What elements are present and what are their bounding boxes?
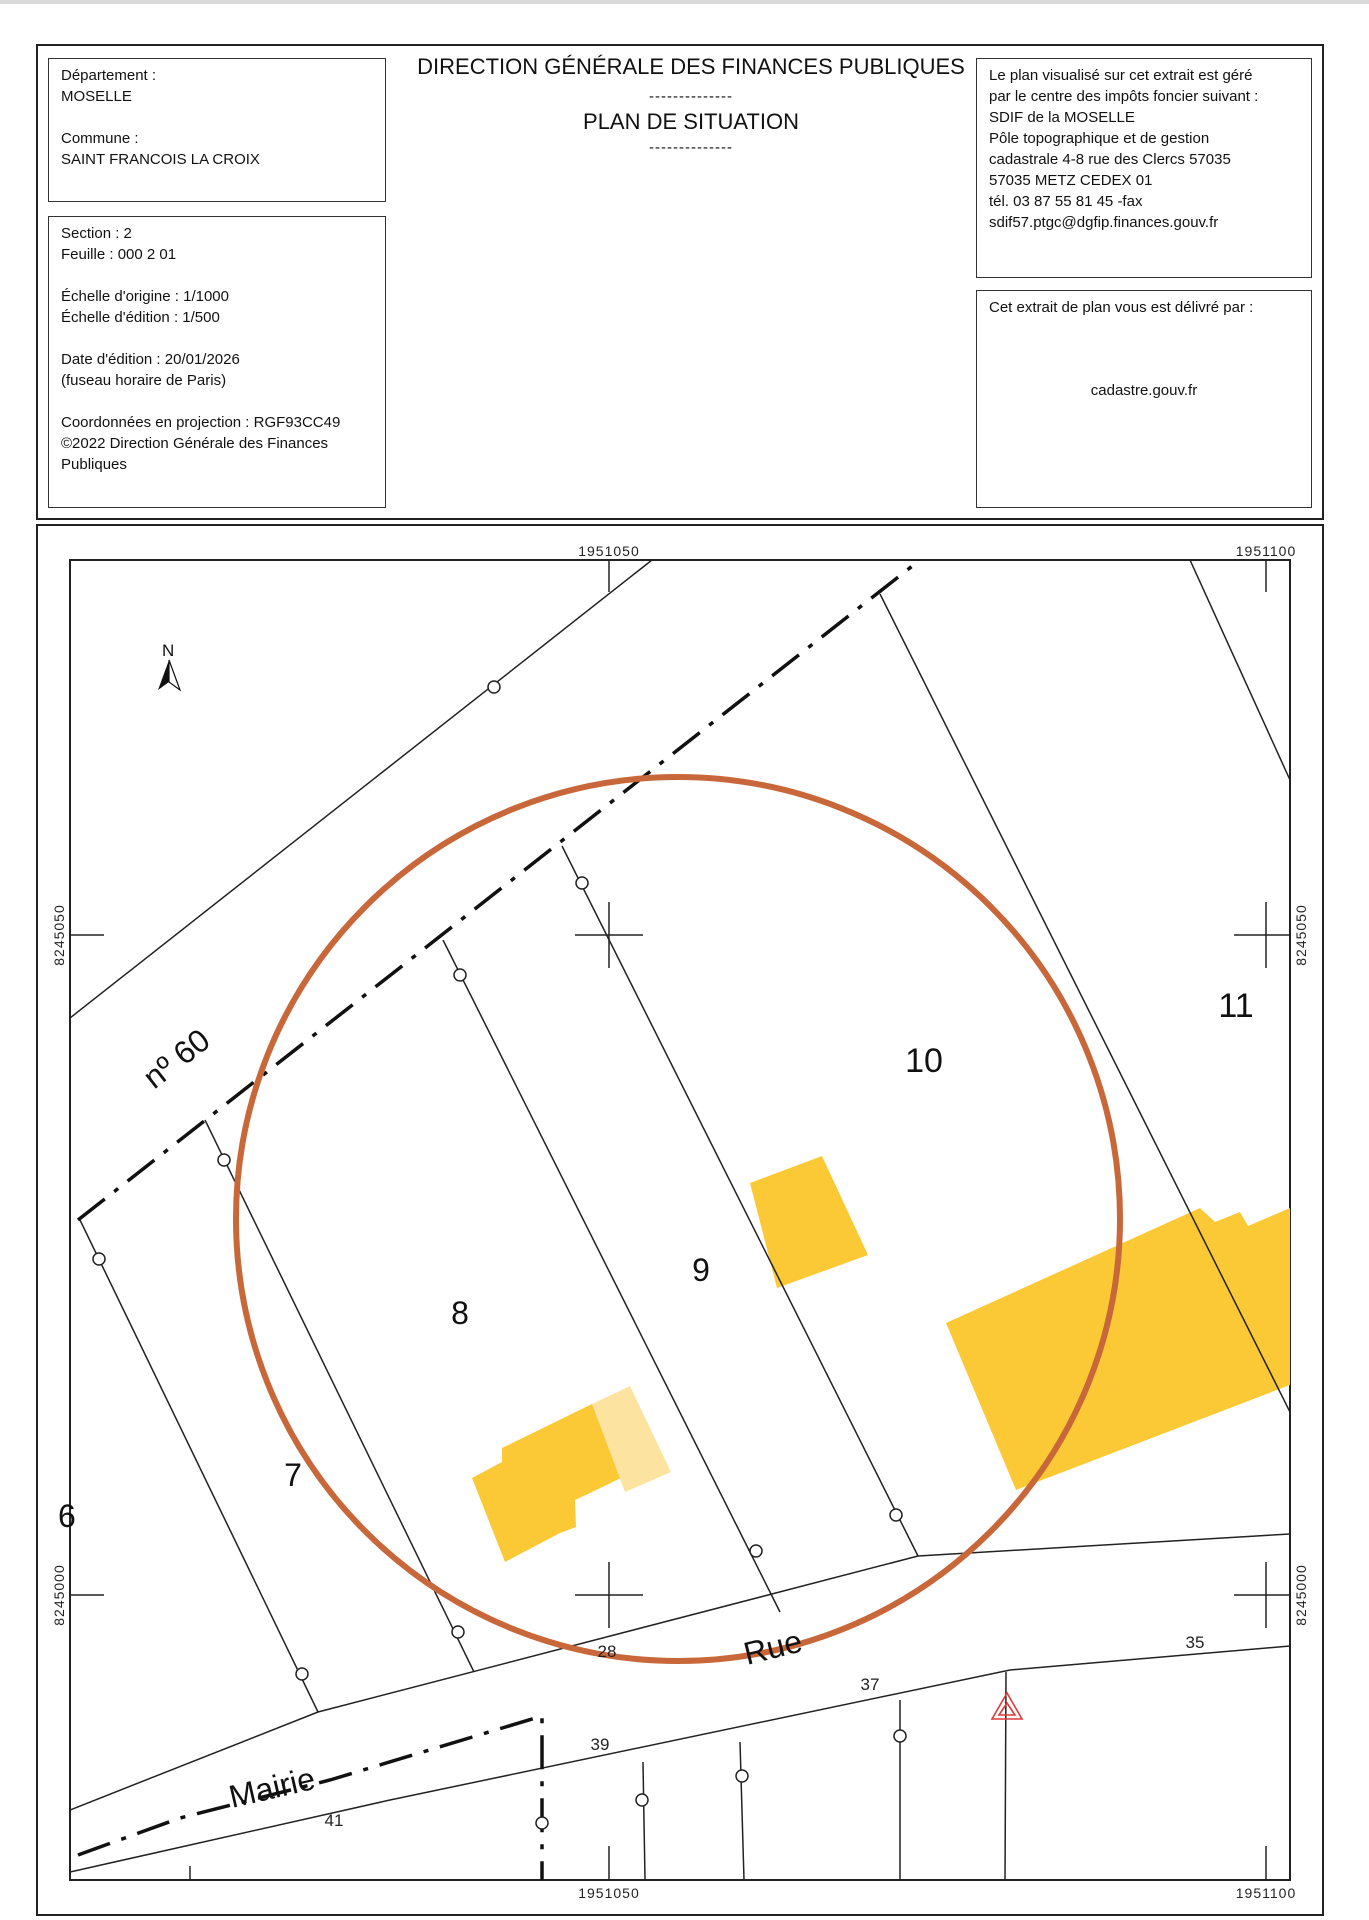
north-label: N — [162, 641, 175, 660]
feuille-value: Feuille : 000 2 01 — [61, 246, 177, 263]
main-title: DIRECTION GÉNÉRALE DES FINANCES PUBLIQUES — [417, 54, 965, 79]
departement-label: Département : — [61, 67, 157, 84]
parcel-number-partial: 6 — [58, 1498, 76, 1534]
centre-email: sdif57.ptgc@dgfip.finances.gouv.fr — [989, 214, 1219, 231]
centre-line: par le centre des impôts foncier suivant : — [989, 88, 1259, 105]
coord-x-bottom-right: 1951100 — [1235, 1885, 1297, 1901]
building — [750, 1156, 868, 1288]
departement-value: MOSELLE — [61, 88, 132, 105]
centre-line: cadastrale 4-8 rue des Clercs 57035 — [989, 151, 1231, 168]
section-value: Section : 2 — [61, 225, 132, 242]
parcel-number: 10 — [905, 1042, 943, 1080]
delivered-by-site: cadastre.gouv.fr — [1090, 382, 1198, 399]
street-label-rue: Rue — [739, 1622, 806, 1672]
parcel-line — [1005, 1672, 1006, 1880]
parcel-number: 9 — [692, 1252, 710, 1288]
road-axis-dashdot — [78, 560, 920, 1220]
coord-y-right-top: 8245050 — [1293, 904, 1309, 966]
coord-y-left-bottom: 8245000 — [51, 1564, 67, 1626]
echelle-edition: Échelle d'édition : 1/500 — [61, 309, 220, 326]
parcel-line — [740, 1742, 744, 1880]
fuseau-horaire: (fuseau horaire de Paris) — [61, 372, 227, 389]
road-number-label: nº 60 — [136, 1021, 217, 1096]
house-number: 37 — [860, 1675, 880, 1694]
commune-label: Commune : — [61, 130, 139, 147]
street-label-mairie: Mairie — [225, 1760, 319, 1815]
road-edge — [70, 1646, 1290, 1872]
parcel-number: 8 — [451, 1295, 469, 1331]
house-number: 35 — [1185, 1633, 1205, 1652]
coordonnees-projection: Coordonnées en projection : RGF93CC49 — [61, 414, 341, 431]
centre-line: SDIF de la MOSELLE — [989, 109, 1135, 126]
selection-circle — [236, 777, 1120, 1661]
commune-value: SAINT FRANCOIS LA CROIX — [61, 151, 260, 168]
parcel-number: 7 — [284, 1457, 302, 1493]
centre-line: Le plan visualisé sur cet extrait est géré — [989, 67, 1253, 84]
centre-line: Pôle topographique et de gestion — [989, 130, 1210, 147]
parcel-line — [643, 1762, 645, 1880]
road-edge — [70, 1534, 1290, 1810]
title-separator: -------------- — [649, 88, 733, 105]
coord-y-left-top: 8245050 — [51, 904, 67, 966]
copyright-line-2: Publiques — [61, 456, 127, 473]
echelle-origine: Échelle d'origine : 1/1000 — [61, 288, 229, 305]
date-edition: Date d'édition : 20/01/2026 — [61, 351, 240, 368]
centre-line: tél. 03 87 55 81 45 -fax — [989, 193, 1143, 210]
coord-x-top-right: 1951100 — [1235, 543, 1297, 559]
house-number: 39 — [590, 1735, 610, 1754]
house-number: 41 — [324, 1811, 344, 1830]
plan-title: PLAN DE SITUATION — [583, 109, 799, 134]
centre-line: 57035 METZ CEDEX 01 — [989, 172, 1153, 189]
parcel-line — [1190, 560, 1290, 780]
north-arrow-icon — [158, 641, 180, 690]
coord-x-bottom-left: 1951050 — [578, 1885, 640, 1901]
commune-boundary — [78, 1716, 542, 1880]
plan-separator: -------------- — [649, 139, 733, 156]
copyright-line-1: ©2022 Direction Générale des Finances — [61, 435, 329, 452]
delivered-by-label: Cet extrait de plan vous est délivré par : — [989, 299, 1254, 316]
parcel-line — [80, 1220, 318, 1712]
coord-y-right-bottom: 8245000 — [1293, 1564, 1309, 1626]
house-number: 28 — [597, 1642, 617, 1661]
parcel-number: 11 — [1218, 987, 1254, 1025]
coord-x-top-left: 1951050 — [578, 543, 640, 559]
survey-triangle-icon — [992, 1693, 1022, 1719]
